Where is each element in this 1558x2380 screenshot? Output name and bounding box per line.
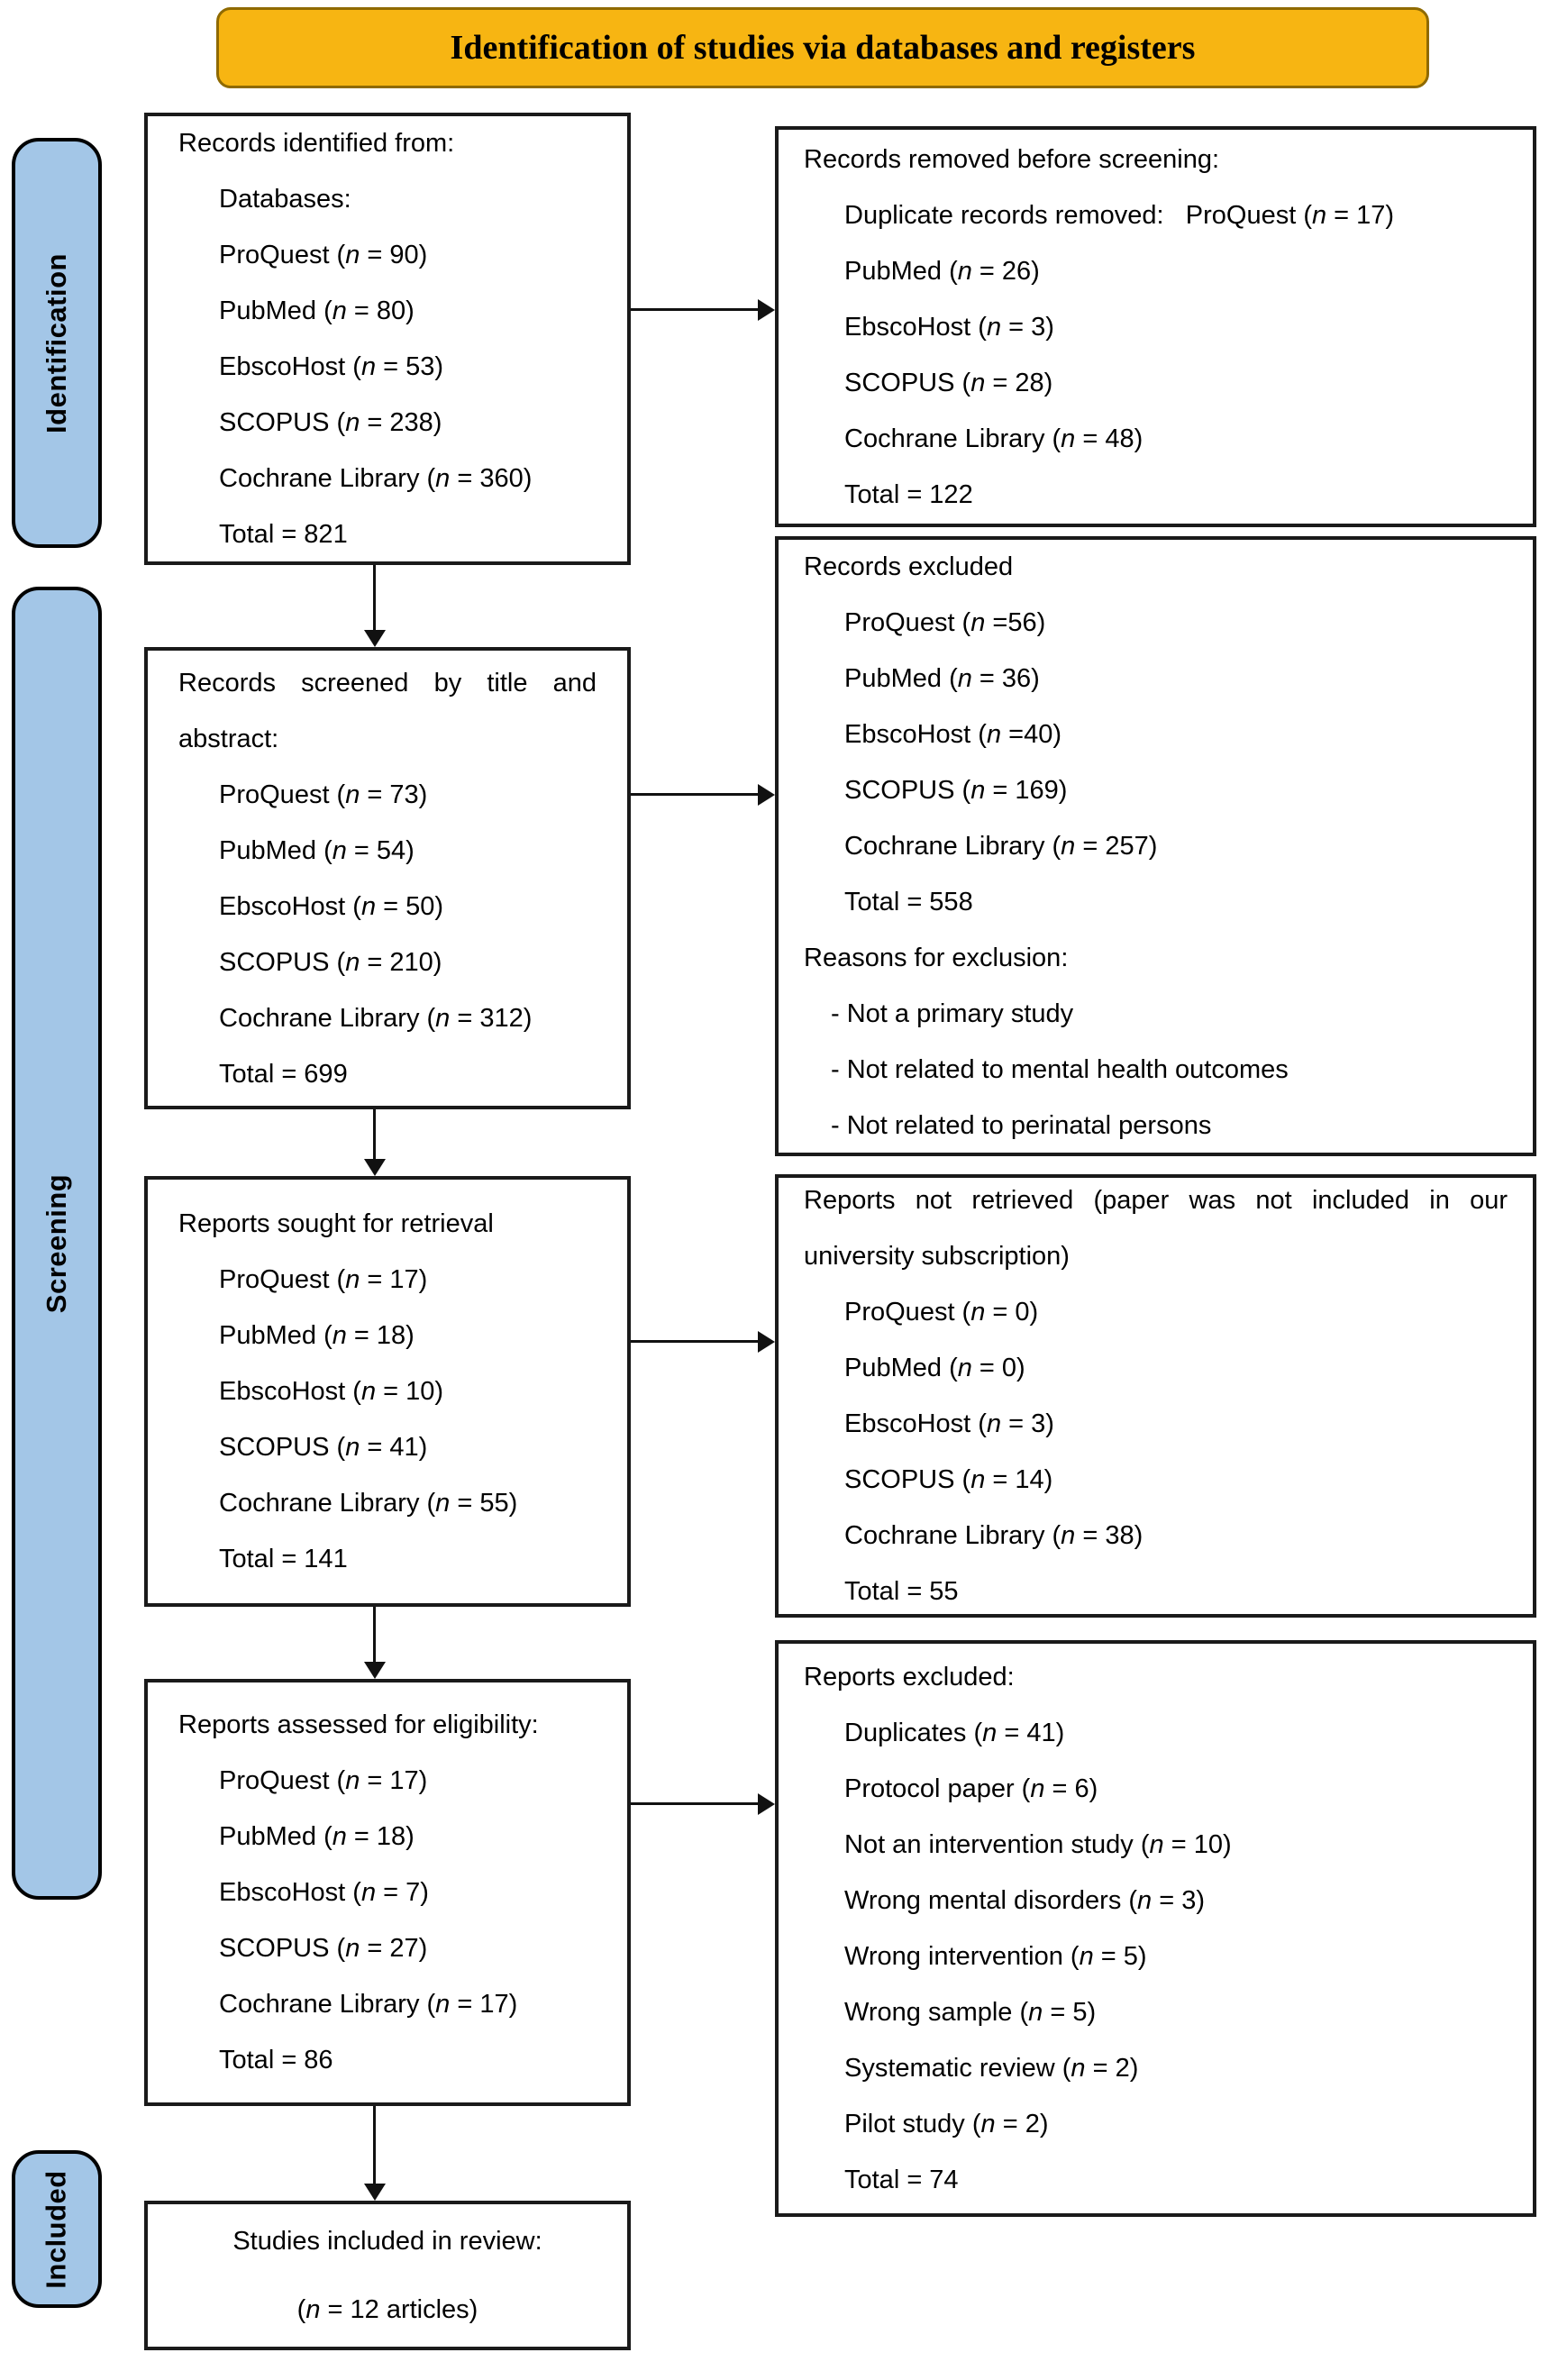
box-records-screened bbox=[144, 647, 631, 1109]
stage-label-identification: Identification bbox=[41, 252, 73, 433]
text-line: Records identified from: bbox=[178, 129, 455, 158]
arrow-identified-to-screened bbox=[373, 565, 376, 630]
text-line: Total = 86 bbox=[219, 2046, 333, 2075]
diagram-title: Identification of studies via databases and registers bbox=[450, 29, 1196, 67]
stage-label-included: Included bbox=[41, 2169, 73, 2289]
arrow-screened-to-excluded bbox=[631, 793, 758, 796]
text-line: ProQuest (n =56) bbox=[844, 608, 1046, 637]
text-line: EbscoHost (n =40) bbox=[844, 720, 1062, 749]
text-line: Not an intervention study (n = 10) bbox=[844, 1830, 1232, 1859]
text-line: ProQuest (n = 17) bbox=[219, 1766, 428, 1795]
text-line: PubMed (n = 26) bbox=[844, 256, 1040, 286]
text-line: ProQuest (n = 0) bbox=[844, 1298, 1039, 1327]
text-line: PubMed (n = 54) bbox=[219, 835, 415, 865]
text-line: Total = 74 bbox=[844, 2166, 959, 2194]
title-banner bbox=[216, 7, 1429, 88]
text-line: Reports assessed for eligibility: bbox=[178, 1710, 539, 1739]
text-line: Duplicates (n = 41) bbox=[844, 1719, 1065, 1747]
text-line: Wrong sample (n = 5) bbox=[844, 1998, 1097, 2027]
text-line: Total = 821 bbox=[219, 520, 348, 549]
text-line: ProQuest (n = 73) bbox=[219, 780, 428, 809]
text-line: SCOPUS (n = 169) bbox=[844, 776, 1068, 805]
arrow-sought-to-assessed bbox=[373, 1607, 376, 1662]
text-line: Records removed before screening: bbox=[804, 144, 1220, 174]
text-line: Protocol paper (n = 6) bbox=[844, 1774, 1098, 1803]
text-line: - Not a primary study bbox=[831, 999, 1074, 1028]
box-reports-sought bbox=[144, 1176, 631, 1607]
text-line: ProQuest (n = 90) bbox=[219, 241, 428, 269]
stage-label-screening: Screening bbox=[41, 1173, 73, 1313]
text-line: SCOPUS (n = 28) bbox=[844, 368, 1053, 397]
text-line: Reports not retrieved (paper was not included in our university subscription) bbox=[804, 1186, 1516, 1271]
arrow-sought-to-not-retrieved bbox=[631, 1340, 758, 1343]
box-records-identified bbox=[144, 113, 631, 565]
text-line: Records excluded bbox=[804, 552, 1014, 581]
text-line: Cochrane Library (n = 312) bbox=[219, 1003, 533, 1033]
arrow-identified-to-removed bbox=[631, 308, 758, 311]
text-line: Duplicate records removed: ProQuest (n = 17) bbox=[844, 200, 1395, 230]
box-records-excluded bbox=[775, 536, 1536, 1156]
box-studies-included bbox=[144, 2201, 631, 2350]
text-line: Cochrane Library (n = 38) bbox=[844, 1521, 1143, 1550]
text-line: - Not related to perinatal persons bbox=[831, 1111, 1212, 1140]
text-line: (n = 12 articles) bbox=[296, 2295, 478, 2324]
text-line: PubMed (n = 0) bbox=[844, 1354, 1025, 1382]
stage-bar-identification bbox=[12, 138, 102, 548]
text-line: EbscoHost (n = 50) bbox=[219, 891, 444, 921]
text-line: SCOPUS (n = 14) bbox=[844, 1465, 1053, 1494]
text-line: Wrong mental disorders (n = 3) bbox=[844, 1886, 1206, 1915]
text-line: EbscoHost (n = 7) bbox=[219, 1878, 429, 1907]
arrow-assessed-to-included bbox=[373, 2106, 376, 2184]
stage-bar-screening bbox=[12, 587, 102, 1900]
text-line: Systematic review (n = 2) bbox=[844, 2054, 1139, 2083]
text-line: Reports sought for retrieval bbox=[178, 1209, 494, 1238]
text-line: EbscoHost (n = 10) bbox=[219, 1377, 444, 1406]
text-line: - Not related to mental health outcomes bbox=[831, 1055, 1289, 1084]
text-line: SCOPUS (n = 27) bbox=[219, 1934, 428, 1963]
text-line: Wrong intervention (n = 5) bbox=[844, 1942, 1147, 1971]
text-line: Cochrane Library (n = 360) bbox=[219, 464, 533, 493]
text-line: ProQuest (n = 17) bbox=[219, 1265, 428, 1294]
text-line: Total = 141 bbox=[219, 1545, 348, 1573]
text-line: Cochrane Library (n = 257) bbox=[844, 832, 1158, 861]
box-reports-assessed bbox=[144, 1679, 631, 2106]
text-line: Cochrane Library (n = 55) bbox=[219, 1489, 518, 1518]
arrow-assessed-to-excluded bbox=[631, 1802, 758, 1805]
text-line: Cochrane Library (n = 48) bbox=[844, 424, 1143, 453]
text-line: Pilot study (n = 2) bbox=[844, 2110, 1049, 2138]
text-line: PubMed (n = 18) bbox=[219, 1822, 415, 1851]
stage-bar-included bbox=[12, 2150, 102, 2308]
box-reports-not-retrieved bbox=[775, 1174, 1536, 1618]
text-line: Studies included in review: bbox=[232, 2227, 542, 2256]
text-line: EbscoHost (n = 3) bbox=[844, 1409, 1054, 1438]
text-line: Total = 699 bbox=[219, 1059, 348, 1089]
text-line: Records screened by title and abstract: bbox=[178, 668, 605, 753]
text-line: PubMed (n = 36) bbox=[844, 664, 1040, 693]
text-line: Cochrane Library (n = 17) bbox=[219, 1990, 518, 2019]
arrow-screened-to-sought bbox=[373, 1109, 376, 1159]
text-line: Total = 55 bbox=[844, 1577, 959, 1606]
text-line: SCOPUS (n = 238) bbox=[219, 408, 442, 437]
box-reports-excluded bbox=[775, 1640, 1536, 2217]
text-line: EbscoHost (n = 53) bbox=[219, 352, 444, 381]
text-line: SCOPUS (n = 210) bbox=[219, 947, 442, 977]
text-line: PubMed (n = 18) bbox=[219, 1321, 415, 1350]
text-line: Reports excluded: bbox=[804, 1663, 1015, 1692]
text-line: Databases: bbox=[219, 185, 351, 214]
text-line: EbscoHost (n = 3) bbox=[844, 312, 1054, 342]
text-line: Reasons for exclusion: bbox=[804, 944, 1069, 972]
text-line: PubMed (n = 80) bbox=[219, 296, 415, 325]
text-line: SCOPUS (n = 41) bbox=[219, 1433, 428, 1462]
text-line: Total = 122 bbox=[844, 479, 973, 509]
box-records-removed bbox=[775, 126, 1536, 527]
text-line: Total = 558 bbox=[844, 888, 973, 916]
